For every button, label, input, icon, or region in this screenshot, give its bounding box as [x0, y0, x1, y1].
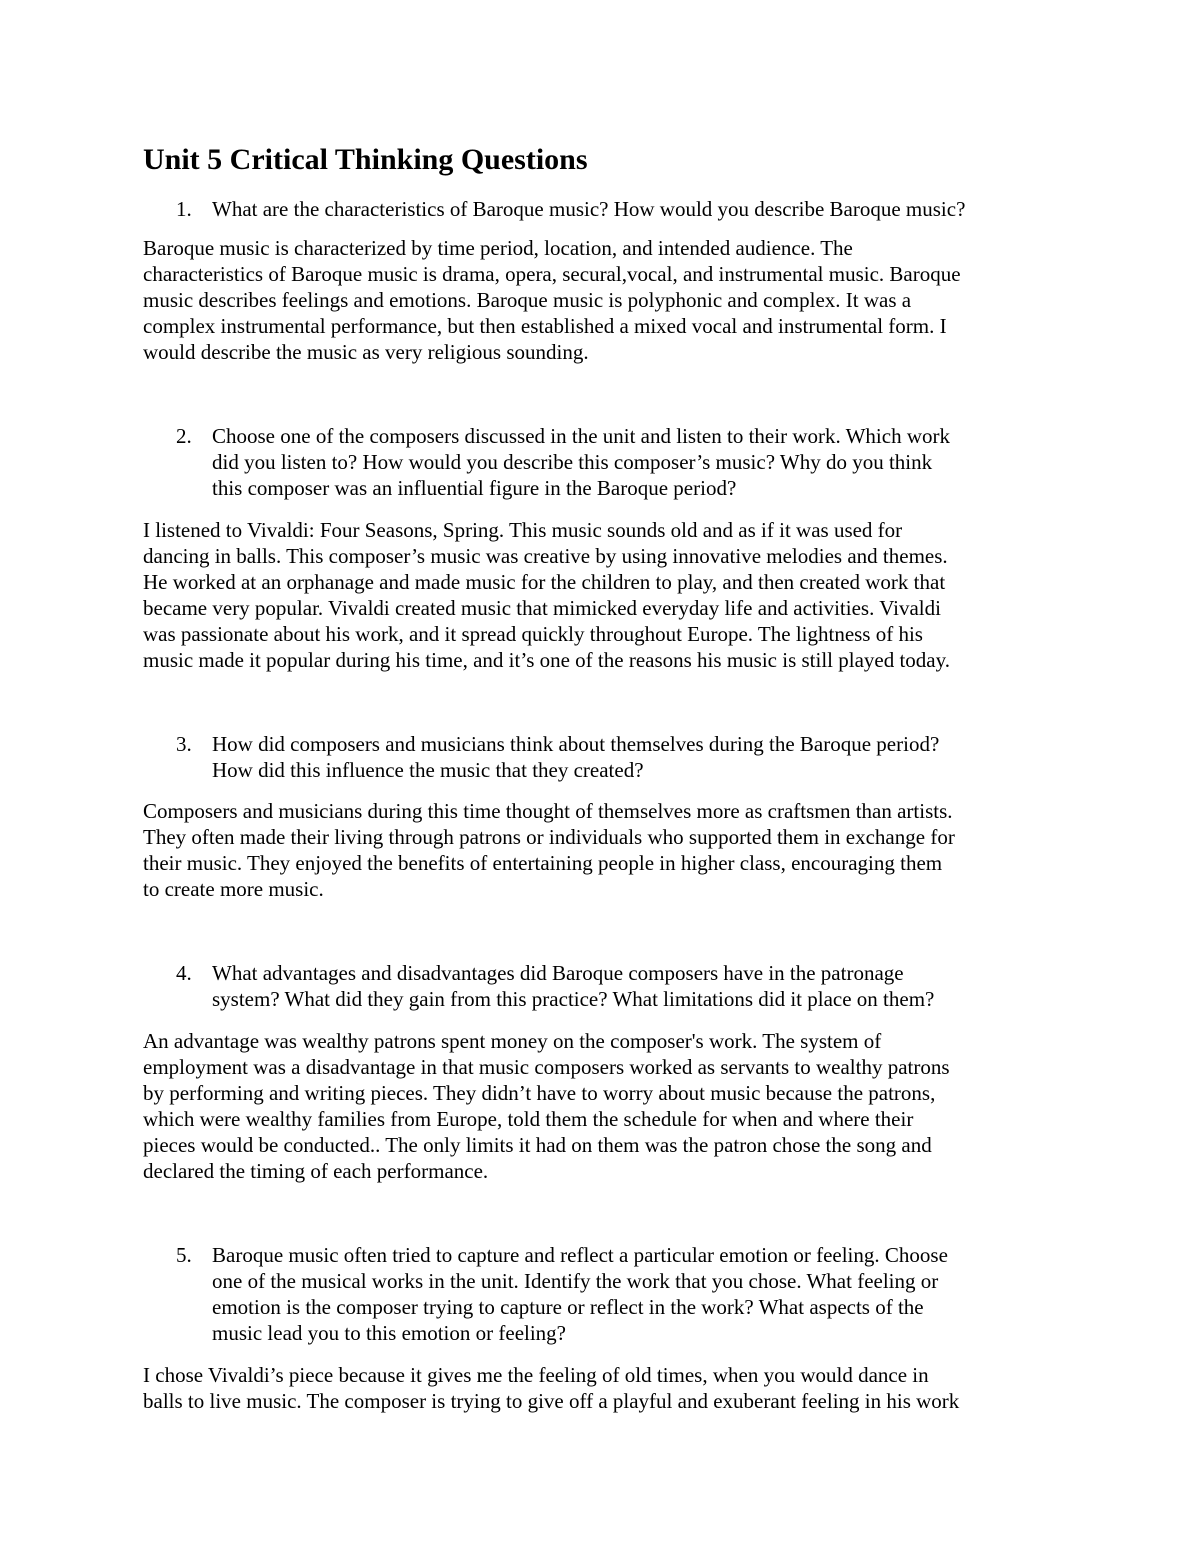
question-5	[176, 1242, 1076, 1346]
question-2-prompt: Choose one of the composers discussed in the unit and listen to their work. Which work did you listen to? How would you describe this composer’s music? Why do you think this composer was an influential figure in the Baroque period?	[212, 424, 950, 500]
question-3-prompt: How did composers and musicians think about themselves during the Baroque period? How did this influence the music that they created?	[212, 732, 940, 782]
question-3-number: 3.	[176, 732, 192, 756]
question-4-prompt: What advantages and disadvantages did Baroque composers have in the patronage system? What did they gain from this practice? What limitations did it place on them?	[212, 961, 935, 1011]
question-4	[176, 960, 1076, 1012]
answer-3: Composers and musicians during this time thought of themselves more as craftsmen than artists. They often made their living through patrons or individuals who supported them in exchange for their music. They enjoyed the benefits of entertaining people in higher class, encouraging them to create more music.	[143, 799, 955, 901]
question-3	[176, 731, 1076, 783]
question-5-number: 5.	[176, 1243, 192, 1267]
question-1-number: 1.	[176, 197, 192, 221]
answer-2: I listened to Vivaldi: Four Seasons, Spring. This music sounds old and as if it was used for dancing in balls. This composer’s music was creative by using innovative melodies and themes. He worked at an orphanage and made music for the children to play, and then created work that became very popular. Vivaldi created music that mimicked everyday life and activities. Vivaldi was passionate about his work, and it spread quickly throughout Europe. The lightness of his music made it popular during his time, and it’s one of the reasons his music is still played today.	[143, 518, 951, 672]
page-title: Unit 5 Critical Thinking Questions	[143, 143, 588, 176]
question-1-prompt: What are the characteristics of Baroque music? How would you describe Baroque music?	[212, 197, 966, 221]
question-2	[176, 423, 1076, 501]
answer-5: I chose Vivaldi’s piece because it gives me the feeling of old times, when you would dance in balls to live music. The composer is trying to give off a playful and exuberant feeling in his work	[143, 1363, 960, 1413]
question-4-number: 4.	[176, 961, 192, 985]
question-2-number: 2.	[176, 424, 192, 448]
answer-4: An advantage was wealthy patrons spent money on the composer's work. The system of employment was a disadvantage in that music composers worked as servants to wealthy patrons by performing and writing pieces. They didn’t have to worry about music because the patrons, which were wealthy families from Europe, told them the schedule for when and where their pieces would be conducted.. The only limits it had on them was the patron chose the song and declared the timing of each performance.	[143, 1029, 950, 1183]
question-5-prompt: Baroque music often tried to capture and reflect a particular emotion or feeling. Choose one of the musical works in the unit. Identify the work that you chose. What feeling or emotion is the composer trying to capture or reflect in the work? What aspects of the music lead you to this emotion or feeling?	[212, 1243, 948, 1345]
question-1	[176, 196, 1076, 222]
answer-1: Baroque music is characterized by time period, location, and intended audience. The characteristics of Baroque music is drama, opera, secural,vocal, and instrumental music. Baroque music describes feelings and emotions. Baroque music is polyphonic and complex. It was a complex instrumental performance, but then established a mixed vocal and instrumental form. I would describe the music as very religious sounding.	[143, 236, 961, 364]
